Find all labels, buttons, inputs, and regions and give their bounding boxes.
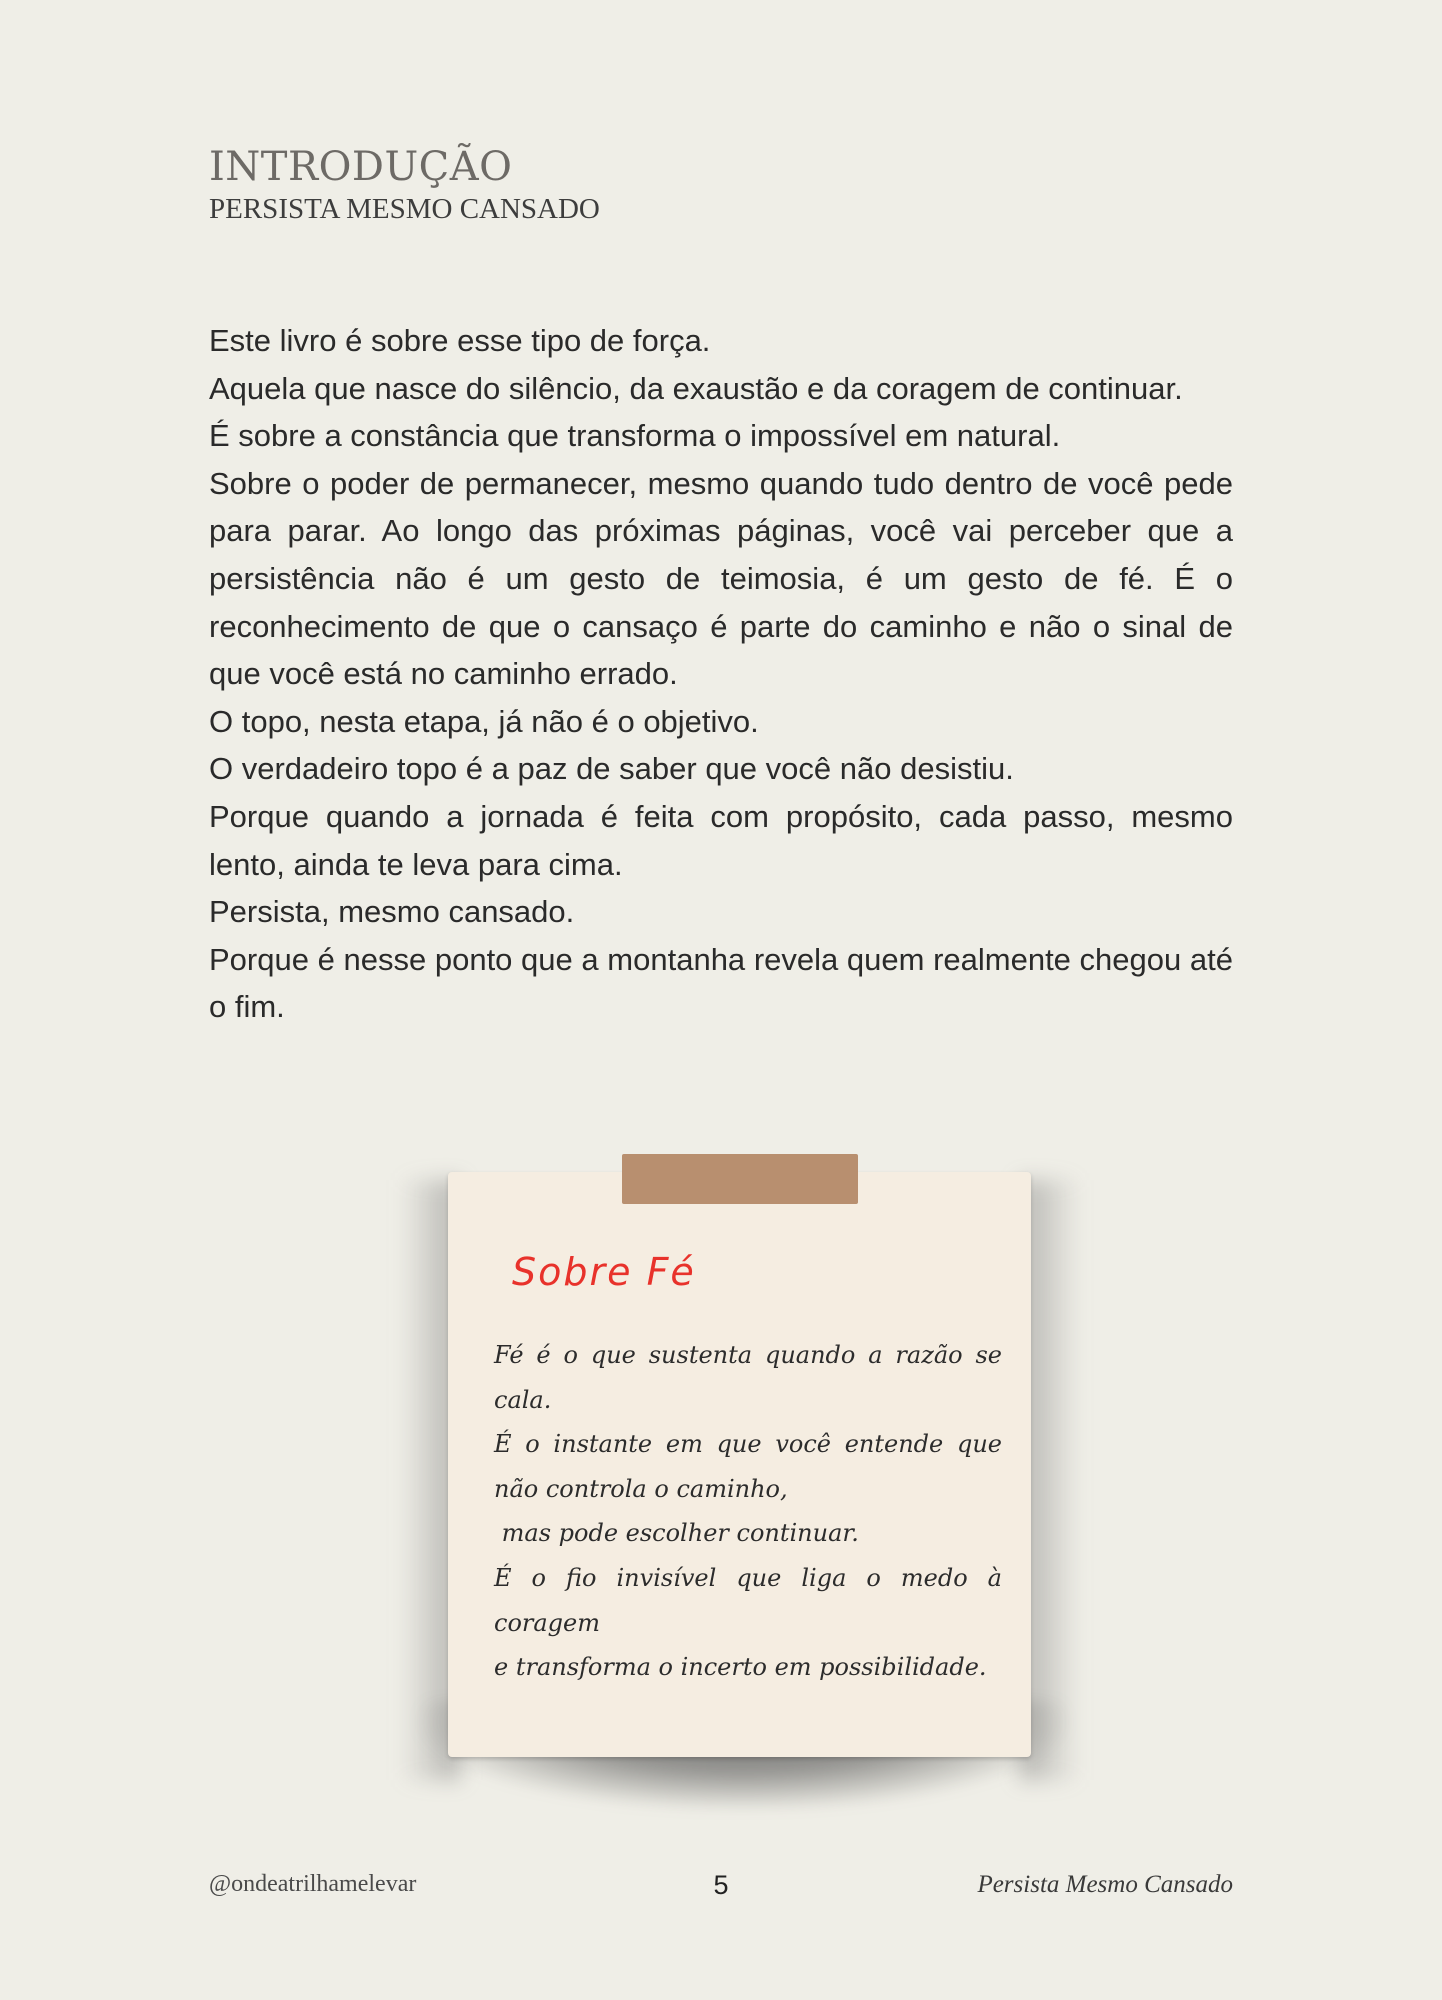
body-paragraph: Porque quando a jornada é feita com propósito, cada passo, mesmo lento, ainda te leva para cima. (209, 798, 1233, 882)
note-title: Sobre Fé (512, 1250, 696, 1294)
body-text (209, 317, 1233, 1031)
note-line: É o instante em que você entende que não controla o caminho, (494, 1430, 1002, 1503)
body-paragraph: Porque é nesse ponto que a montanha revela quem realmente chegou até o fim. (209, 941, 1233, 1025)
note-line: mas pode escolher continuar. (494, 1519, 859, 1548)
body-paragraph: O verdadeiro topo é a paz de saber que você não desistiu. (209, 751, 1014, 787)
note-line: É o fio invisível que liga o medo à coragem (494, 1563, 1002, 1637)
note-text (494, 1333, 1002, 1690)
note-line: Fé é o que sustenta quando a razão se cala. (494, 1341, 1002, 1414)
chapter-title: INTRODUÇÃO (209, 144, 513, 190)
footer-handle: @ondeatrilhamelevar (209, 1871, 417, 1897)
page-number: 5 (713, 1870, 729, 1900)
body-paragraph: Este livro é sobre esse tipo de força. (209, 323, 711, 358)
body-paragraph: Persista, mesmo cansado. (209, 894, 575, 930)
tape-strip (622, 1154, 858, 1204)
footer-book-title: Persista Mesmo Cansado (977, 1871, 1233, 1898)
body-paragraph: Sobre o poder de permanecer, mesmo quando tudo dentro de você pede para parar. Ao longo das próximas páginas, você vai perceber que a persistência não é um gesto de teimosia, é um gesto de fé. É o reconhecimento de que o cansaço é parte do caminho e não o sinal de que você está no caminho errado. (209, 465, 1233, 692)
body-paragraph: É sobre a constância que transforma o impossível em natural. (209, 418, 1061, 454)
body-paragraph: Aquela que nasce do silêncio, da exaustão e da coragem de continuar. (209, 370, 1183, 406)
chapter-header (209, 143, 600, 227)
note-line: e transforma o incerto em possibilidade. (494, 1653, 987, 1682)
body-paragraph: O topo, nesta etapa, já não é o objetivo. (209, 703, 759, 739)
chapter-subtitle: PERSISTA MESMO CANSADO (209, 193, 600, 225)
